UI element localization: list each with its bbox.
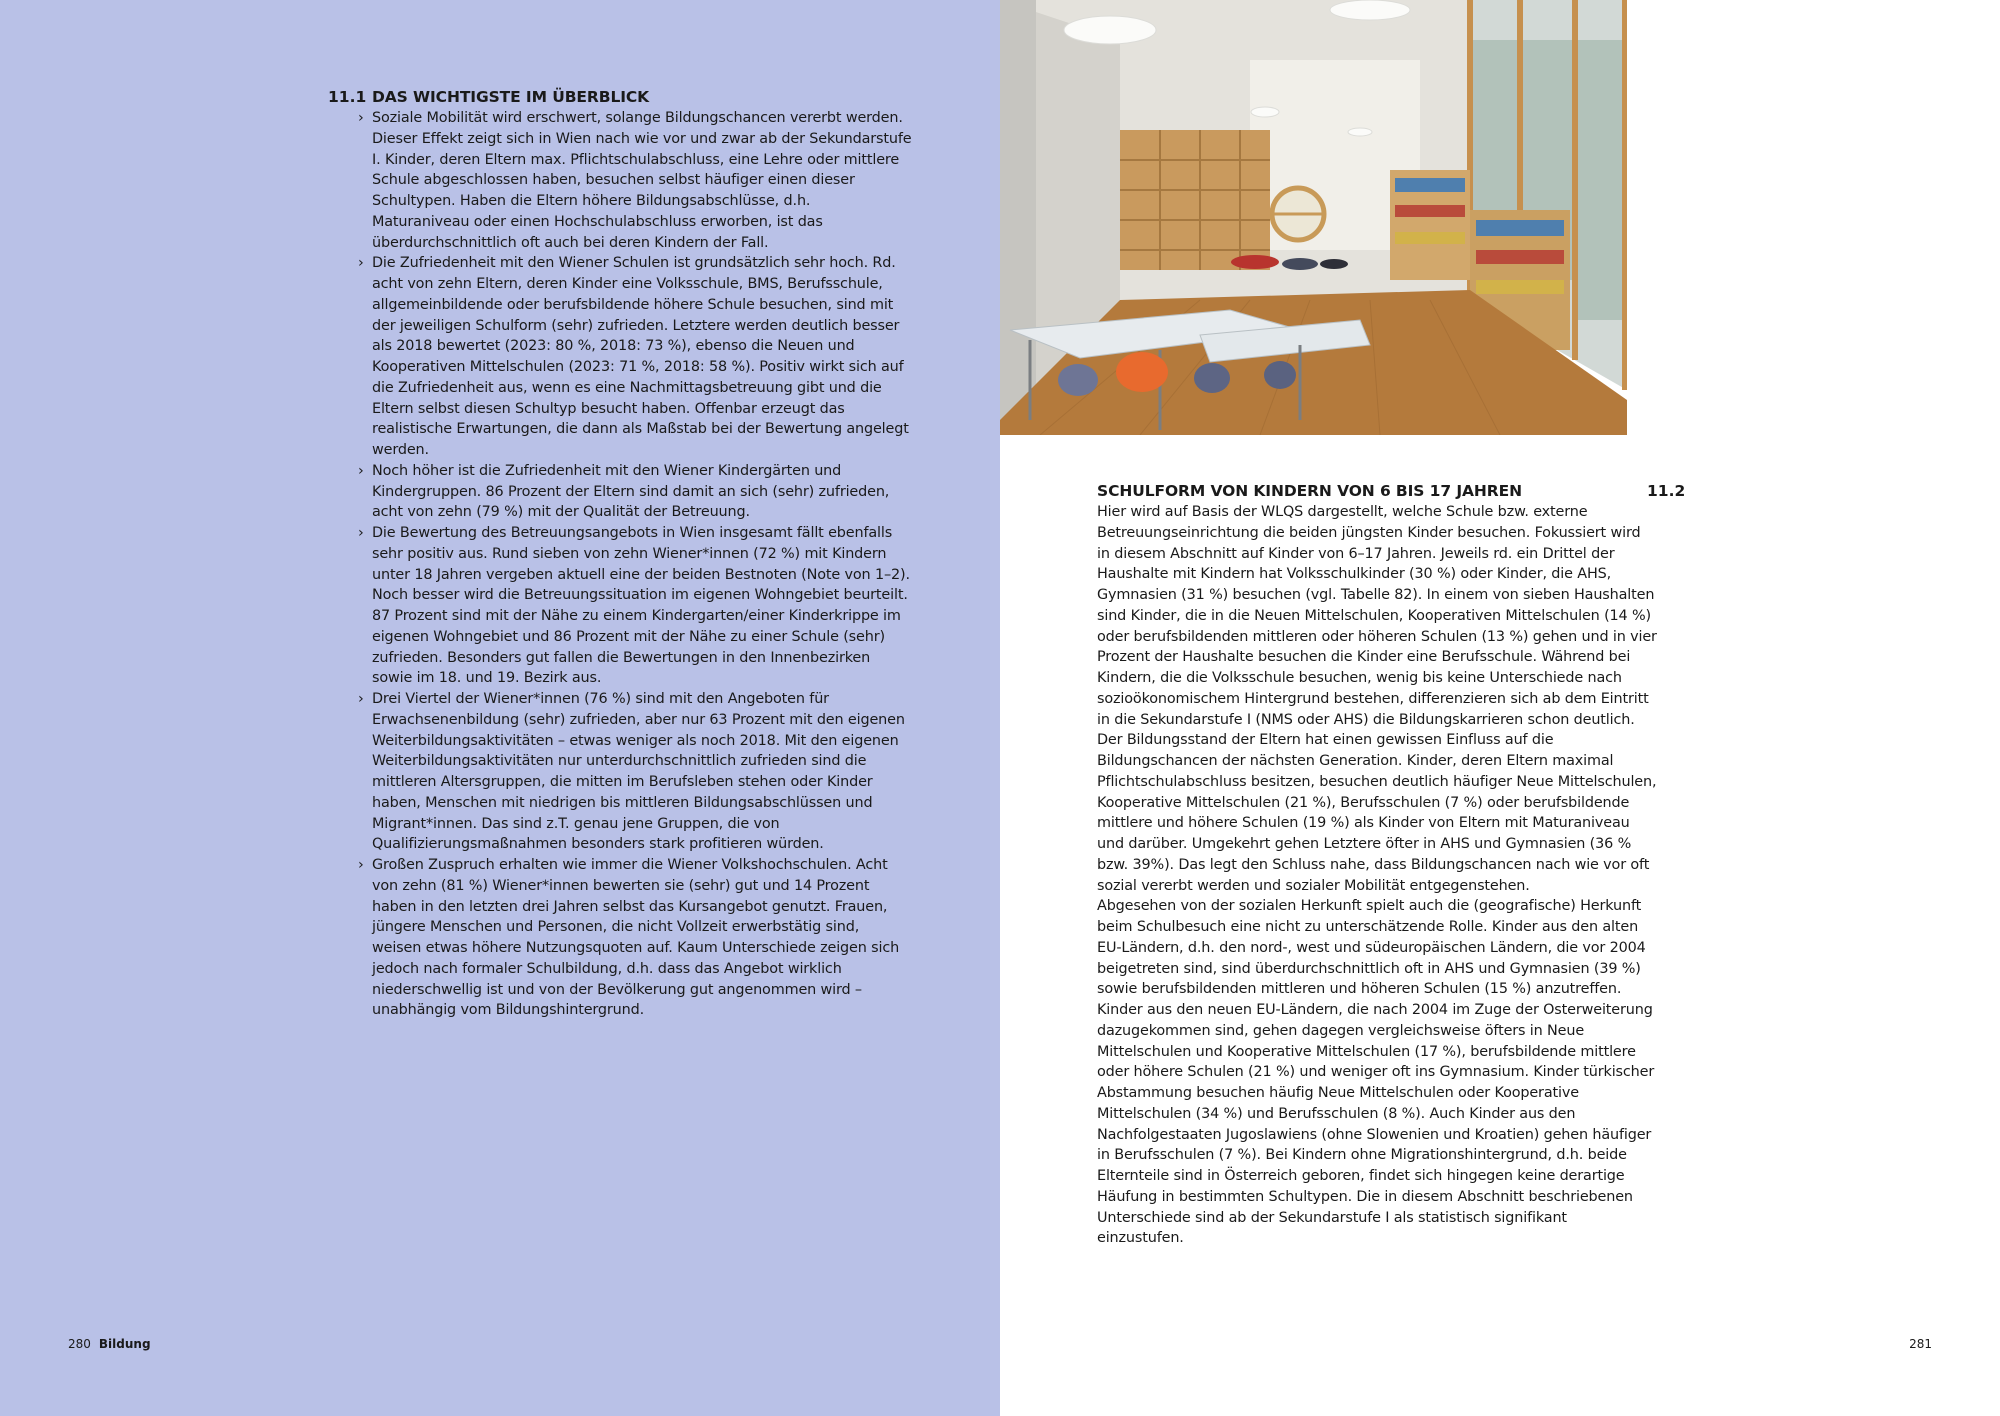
bullet-text: Noch höher ist die Zufriedenheit mit den Wiener Kindergärten und Kindergruppen. 86 Prozent der Eltern sind damit an sich (sehr) zufrieden, acht von zehn (79 %) mit der Qualität der Betreuung.	[372, 462, 890, 521]
bullet-item	[358, 461, 912, 523]
chevron-right-icon: ›	[358, 525, 364, 541]
page-number-left: 280	[68, 1337, 91, 1351]
bullet-text: Soziale Mobilität wird erschwert, solange Bildungschancen vererbt werden. Dieser Effekt zeigt sich in Wien nach wie vor und zwar ab der Sekundarstufe I. Kinder, deren Eltern max. Pflichtschulabschluss, eine Lehre oder mittlere Schule abgeschlossen haben, besuchen selbst häufiger einen dieser Schultypen. Haben die Eltern höhere Bildungsabschlüsse, d.h. Maturaniveau oder einen Hochschulabschluss erworben, ist das überdurchschnittlich oft auch bei deren Kindern der Fall.	[372, 110, 912, 251]
chapter-label: Bildung	[98, 1337, 151, 1351]
chevron-right-icon: ›	[358, 110, 364, 126]
right-page	[1000, 0, 2000, 1416]
body-paragraph: Hier wird auf Basis der WLQS dargestellt, welche Schule bzw. externe Betreuungseinrichtung die beiden jüngsten Kinder besuchen. Fokussiert wird in diesem Abschnitt auf Kinder von 6–17 Jahren. Jeweils rd. ein Drittel der Haushalte mit Kindern hat Volksschulkinder (30 %) oder Kinder, die AHS, Gymnasien (31 %) besuchen (vgl. Tabelle 82). In einem von sieben Haushalten sind Kinder, die in die Neuen Mittelschulen, Kooperativen Mittelschulen (14 %) oder berufsbildenden mittleren oder höheren Schulen (13 %) gehen und in vier Prozent der Haushalte besuchen die Kinder eine Berufsschule. Während bei Kindern, die die Volksschule besuchen, wenig bis keine Unterschiede nach sozioökonomischem Hintergrund bestehen, differenzieren sich ab dem Eintritt in die Sekundarstufe I (NMS oder AHS) die Bildungskarrieren schon deutlich. Der Bildungsstand der Eltern hat einen gewissen Einfluss auf die Bildungschancen der nächsten Generation. Kinder, deren Eltern maximal Pflichtschulabschluss besitzen, besuchen deutlich häufiger Neue Mittelschulen, Kooperative Mittelschulen (21 %), Berufsschulen (7 %) oder berufsbildende mittlere und höhere Schulen (19 %) als Kinder von Eltern mit Maturaniveau und darüber. Umgekehrt gehen Letztere öfter in AHS und Gymnasien (36 % bzw. 39%). Das legt den Schluss nahe, dass Bildungschancen nach wie vor oft sozial vererbt werden und sozialer Mobilität entgegenstehen.	[1097, 504, 1657, 894]
section-number-11-2: 11.2	[1647, 482, 1686, 500]
bullet-text: Die Zufriedenheit mit den Wiener Schulen ist grundsätzlich sehr hoch. Rd. acht von zehn Eltern, deren Kinder eine Volksschule, BMS, Berufsschule, allgemeinbildende oder berufsbildende höhere Schule besuchen, sind mit der jeweiligen Schulform (sehr) zufrieden. Letztere werden deutlich besser als 2018 bewertet (2023: 80 %, 2018: 73 %), ebenso die Neuen und Kooperativen Mittelschulen (2023: 71 %, 2018: 58 %). Positiv wirkt sich auf die Zufriedenheit aus, wenn es eine Nachmittagsbetreuung gibt und die Eltern selbst diesen Schultyp besucht haben. Offenbar erzeugt das realistische Erwartungen, die dann als Maßstab bei der Bewertung angelegt werden.	[372, 255, 909, 458]
chevron-right-icon: ›	[358, 691, 364, 707]
bullet-text: Großen Zuspruch erhalten wie immer die Wiener Volkshochschulen. Acht von zehn (81 %) Wiener*innen bewerten sie (sehr) gut und 14 Prozent haben in den letzten drei Jahren selbst das Kursangebot genutzt. Frauen, jüngere Menschen und Personen, die nicht Vollzeit erwerbstätig sind, weisen etwas höhere Nutzungsquoten auf. Kaum Unterschiede zeigen sich jedoch nach formaler Schulbildung, d.h. dass das Angebot wirklich niederschwellig ist und von der Bevölkerung gut angenommen wird – unabhängig vom Bildungshintergrund.	[372, 857, 900, 1019]
section-heading-overview: DAS WICHTIGSTE IM ÜBERBLICK	[372, 88, 650, 106]
left-page-footer	[68, 1336, 151, 1352]
overview-bullet-list	[358, 108, 912, 1021]
chevron-right-icon: ›	[358, 255, 364, 272]
body-paragraph: Abgesehen von der sozialen Herkunft spielt auch die (geografische) Herkunft beim Schulbesuch eine nicht zu unterschätzende Rolle. Kinder aus den alten EU-Ländern, d.h. den nord-, west und südeuropäischen Ländern, die vor 2004 beigetreten sind, sind überdurchschnittlich oft in AHS und Gymnasien (39 %) sowie berufsbildenden mittleren und höheren Schulen (15 %) anzutreffen. Kinder aus den neuen EU-Ländern, die nach 2004 im Zuge der Osterweiterung dazugekommen sind, gehen dagegen vergleichsweise öfters in Neue Mittelschulen und Kooperative Mittelschulen (17 %), berufsbildende mittlere oder höhere Schulen (21 %) und weniger oft ins Gymnasium. Kinder türkischer Abstammung besuchen häufig Neue Mittelschulen oder Kooperative Mittelschulen (34 %) und Berufsschulen (8 %). Auch Kinder aus den Nachfolgestaaten Jugoslawiens (ohne Slowenien und Kroatien) gehen häufiger in Berufsschulen (7 %). Bei Kindern ohne Migrationshintergrund, d.h. beide Elternteile sind in Österreich geboren, findet sich hingegen keine derartige Häufung in bestimmten Schultypen. Die in diesem Abschnitt beschriebenen Unterschiede sind ab der Sekundarstufe I als statistisch signifikant einzustufen.	[1097, 898, 1655, 1247]
bullet-item	[358, 689, 912, 855]
section-heading-school-types: SCHULFORM VON KINDERN VON 6 BIS 17 JAHREN	[1097, 482, 1522, 500]
bullet-item	[358, 855, 912, 1021]
school-library-photo	[1000, 0, 1627, 435]
bullet-item	[358, 108, 912, 253]
chevron-right-icon: ›	[358, 462, 364, 479]
bullet-item	[358, 523, 912, 689]
chevron-right-icon: ›	[358, 857, 364, 873]
section-number-11-1: 11.1	[328, 88, 367, 106]
bullet-text: Die Bewertung des Betreuungsangebots in Wien insgesamt fällt ebenfalls sehr positiv aus. Rund sieben von zehn Wiener*innen (72 %) mit Kindern unter 18 Jahren vergeben aktuell eine der beiden Bestnoten (Note von 1–2). Noch besser wird die Betreuungssituation im eigenen Wohngebiet beurteilt. 87 Prozent sind mit der Nähe zu einem Kindergarten/einer Kinderkrippe im eigenen Wohngebiet und 86 Prozent mit der Nähe zu einer Schule (sehr) zufrieden. Besonders gut fallen die Bewertungen in den Innenbezirken sowie im 18. und 19. Bezirk aus.	[372, 525, 910, 687]
bullet-text: Drei Viertel der Wiener*innen (76 %) sind mit den Angeboten für Erwachsenenbildung (sehr) zufrieden, aber nur 63 Prozent mit den eigenen Weiterbildungsaktivitäten – etwas weniger als noch 2018. Mit den eigenen Weiterbildungsaktivitäten nur unterdurchschnittlich zufrieden sind die mittleren Altersgruppen, die mitten im Berufsleben stehen oder Kinder haben, Menschen mit niedrigen bis mittleren Bildungsabschlüssen und Migrant*innen. Das sind z.T. genau jene Gruppen, die von Qualifizierungsmaßnahmen besonders stark profitieren würden.	[372, 691, 905, 853]
page-number-right: 281	[1909, 1337, 1932, 1351]
bullet-item	[358, 253, 912, 461]
section-body	[1097, 502, 1657, 1249]
